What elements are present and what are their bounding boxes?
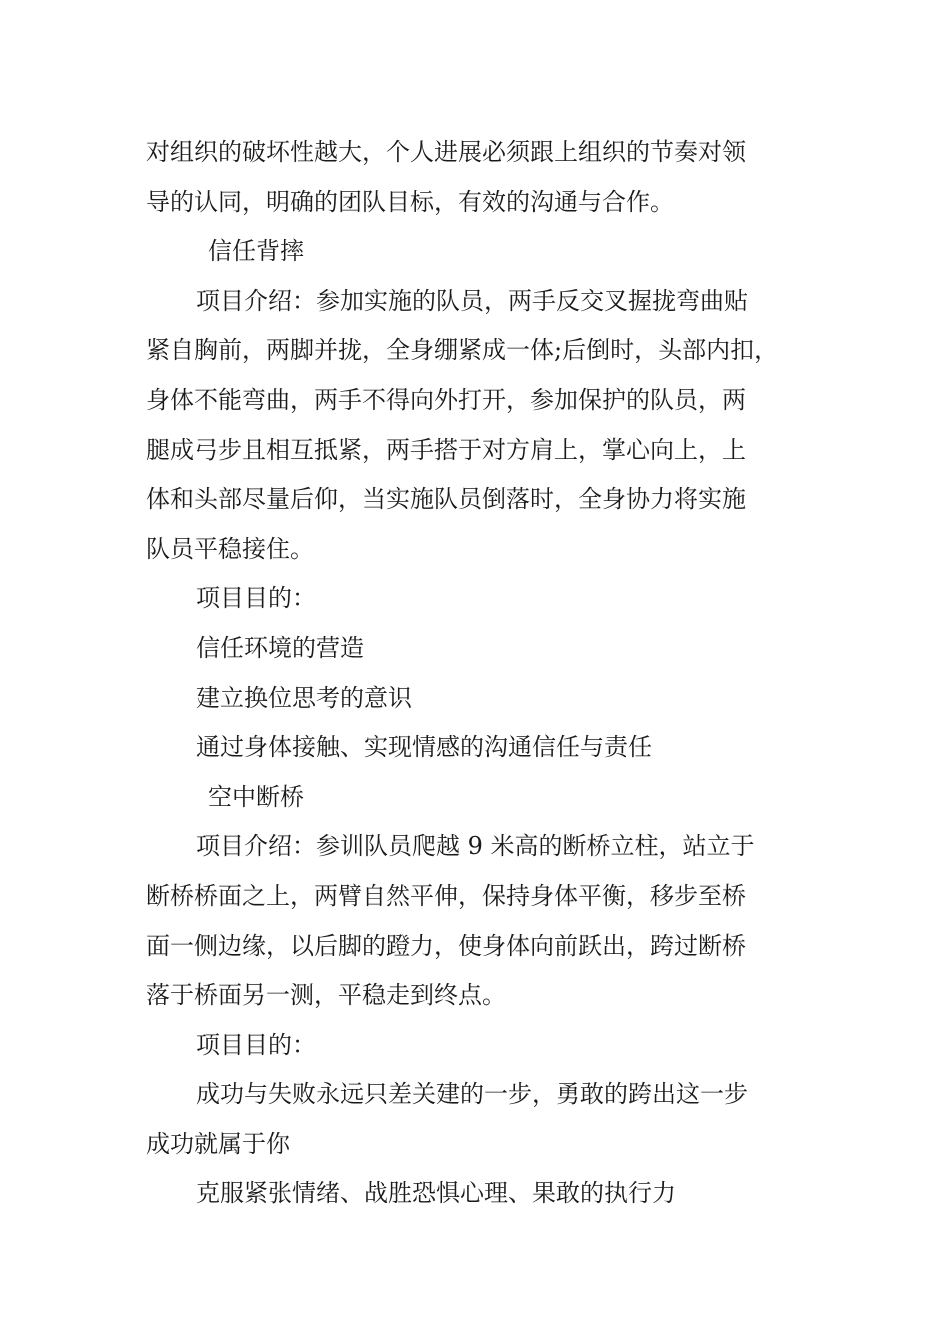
text-line-15: 项目介绍：参训队员爬越 9 米高的断桥立柱，站立于 <box>196 832 755 861</box>
text-line-6: 身体不能弯曲，两手不得向外打开，参加保护的队员，两 <box>146 385 746 414</box>
text-line-11: 信任环境的营造 <box>196 633 364 662</box>
text-line-7: 腿成弓步且相互抵紧，两手搭于对方肩上，掌心向上，上 <box>146 435 746 464</box>
text-line-21: 成功就属于你 <box>146 1129 290 1158</box>
text-line-13: 通过身体接触、实现情感的沟通信任与责任 <box>196 733 652 762</box>
text-line-4: 项目介绍：参加实施的队员，两手反交叉握拢弯曲贴 <box>196 286 748 315</box>
text-line-8: 体和头部尽量后仰，当实施队员倒落时，全身协力将实施 <box>146 485 746 514</box>
text-line-2: 导的认同，明确的团队目标，有效的沟通与合作。 <box>146 187 674 216</box>
text-line-10: 项目目的： <box>196 584 316 613</box>
text-line-9: 队员平稳接住。 <box>146 534 314 563</box>
text-line-5: 紧自胸前，两脚并拢，全身绷紧成一体;后倒时，头部内扣， <box>146 336 779 365</box>
text-line-17: 面一侧边缘，以后脚的蹬力，使身体向前跃出，跨过断桥 <box>146 931 746 960</box>
text-line-16: 断桥桥面之上，两臂自然平伸，保持身体平衡，移步至桥 <box>146 881 746 910</box>
section-heading-trust-fall: 信任背摔 <box>208 237 304 266</box>
document-body <box>146 128 816 1219</box>
text-line-18: 落于桥面另一测，平稳走到终点。 <box>146 981 506 1010</box>
text-line-20: 成功与失败永远只差关建的一步，勇敢的跨出这一步 <box>196 1080 748 1109</box>
text-line-19: 项目目的： <box>196 1030 316 1059</box>
text-line-22: 克服紧张情绪、战胜恐惧心理、果敢的执行力 <box>196 1179 676 1208</box>
section-heading-broken-bridge: 空中断桥 <box>208 782 304 811</box>
text-line-12: 建立换位思考的意识 <box>196 683 412 712</box>
text-line-1: 对组织的破坏性越大，个人进展必须跟上组织的节奏对领 <box>146 138 746 166</box>
